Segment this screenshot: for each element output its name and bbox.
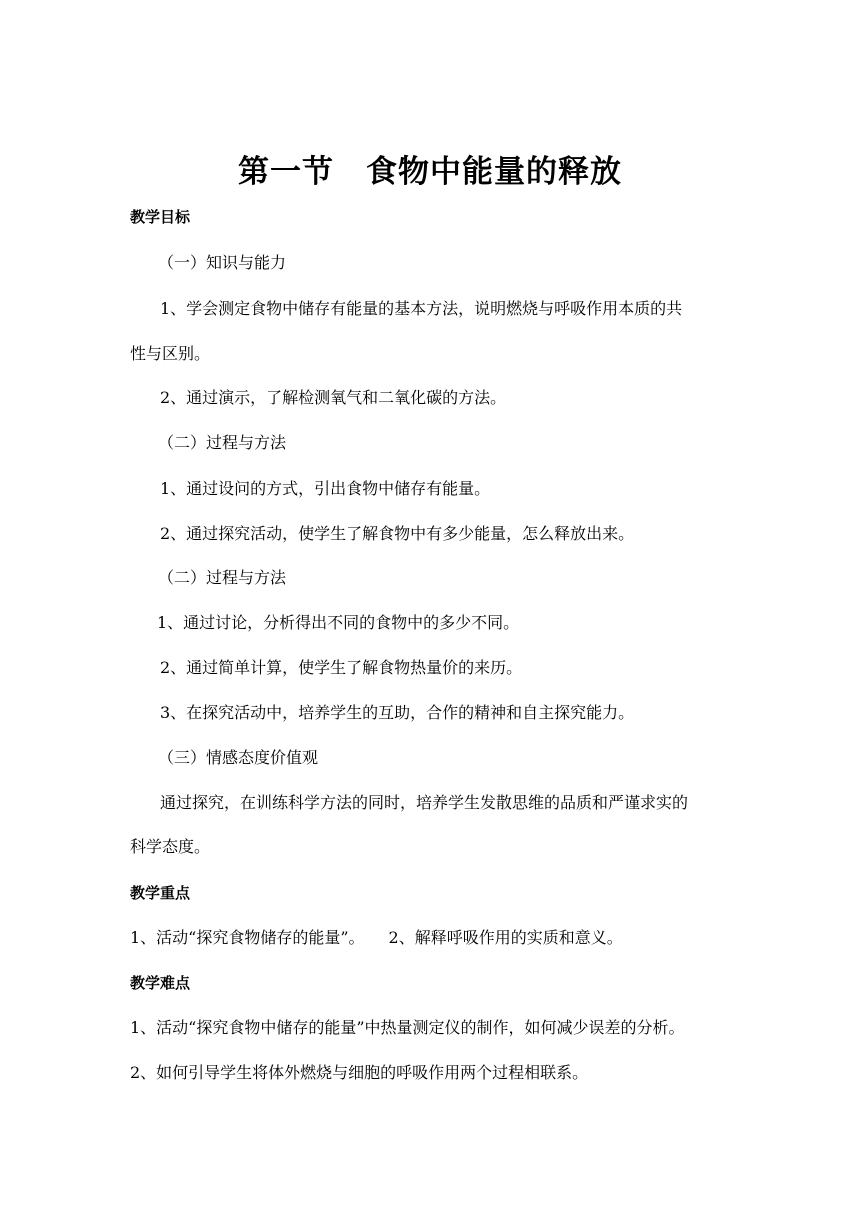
subheading-process-2: （二）过程与方法 xyxy=(158,568,287,587)
paragraph-knowledge-1b: 性与区别。 xyxy=(130,344,211,363)
subheading-knowledge: （一）知识与能力 xyxy=(158,253,287,272)
subheading-process-1: （二）过程与方法 xyxy=(158,433,287,452)
paragraph-process-b1: 1、通过讨论，分析得出不同的食物中的多少不同。 xyxy=(157,613,520,632)
section-heading-difficult: 教学难点 xyxy=(130,974,191,992)
section-heading-objectives: 教学目标 xyxy=(130,208,191,226)
paragraph-process-b3: 3、在探究活动中，培养学生的互助，合作的精神和自主探究能力。 xyxy=(160,703,635,722)
paragraph-knowledge-1a: 1、学会测定食物中储存有能量的基本方法，说明燃烧与呼吸作用本质的共 xyxy=(160,299,683,318)
paragraph-difficult-1: 1、活动“探究食物中储存的能量”中热量测定仪的制作，如何减少误差的分析。 xyxy=(130,1018,685,1037)
paragraph-emotion-a: 通过探究，在训练科学方法的同时，培养学生发散思维的品质和严谨求实的 xyxy=(160,793,689,812)
page-title: 第一节 食物中能量的释放 xyxy=(238,154,622,190)
section-heading-key: 教学重点 xyxy=(130,884,191,902)
paragraph-difficult-2: 2、如何引导学生将体外燃烧与细胞的呼吸作用两个过程相联系。 xyxy=(130,1063,589,1082)
paragraph-process-b2: 2、通过简单计算，使学生了解食物热量价的来历。 xyxy=(160,658,523,677)
paragraph-process-2: 2、通过探究活动，使学生了解食物中有多少能量，怎么释放出来。 xyxy=(160,524,635,543)
paragraph-emotion-b: 科学态度。 xyxy=(130,837,211,856)
paragraph-key: 1、活动“探究食物储存的能量”。 2、解释呼吸作用的实质和意义。 xyxy=(130,928,623,947)
paragraph-process-1: 1、通过设问的方式，引出食物中储存有能量。 xyxy=(160,479,491,498)
subheading-emotion: （三）情感态度价值观 xyxy=(158,748,319,767)
paragraph-knowledge-2: 2、通过演示，了解检测氧气和二氧化碳的方法。 xyxy=(160,388,507,407)
